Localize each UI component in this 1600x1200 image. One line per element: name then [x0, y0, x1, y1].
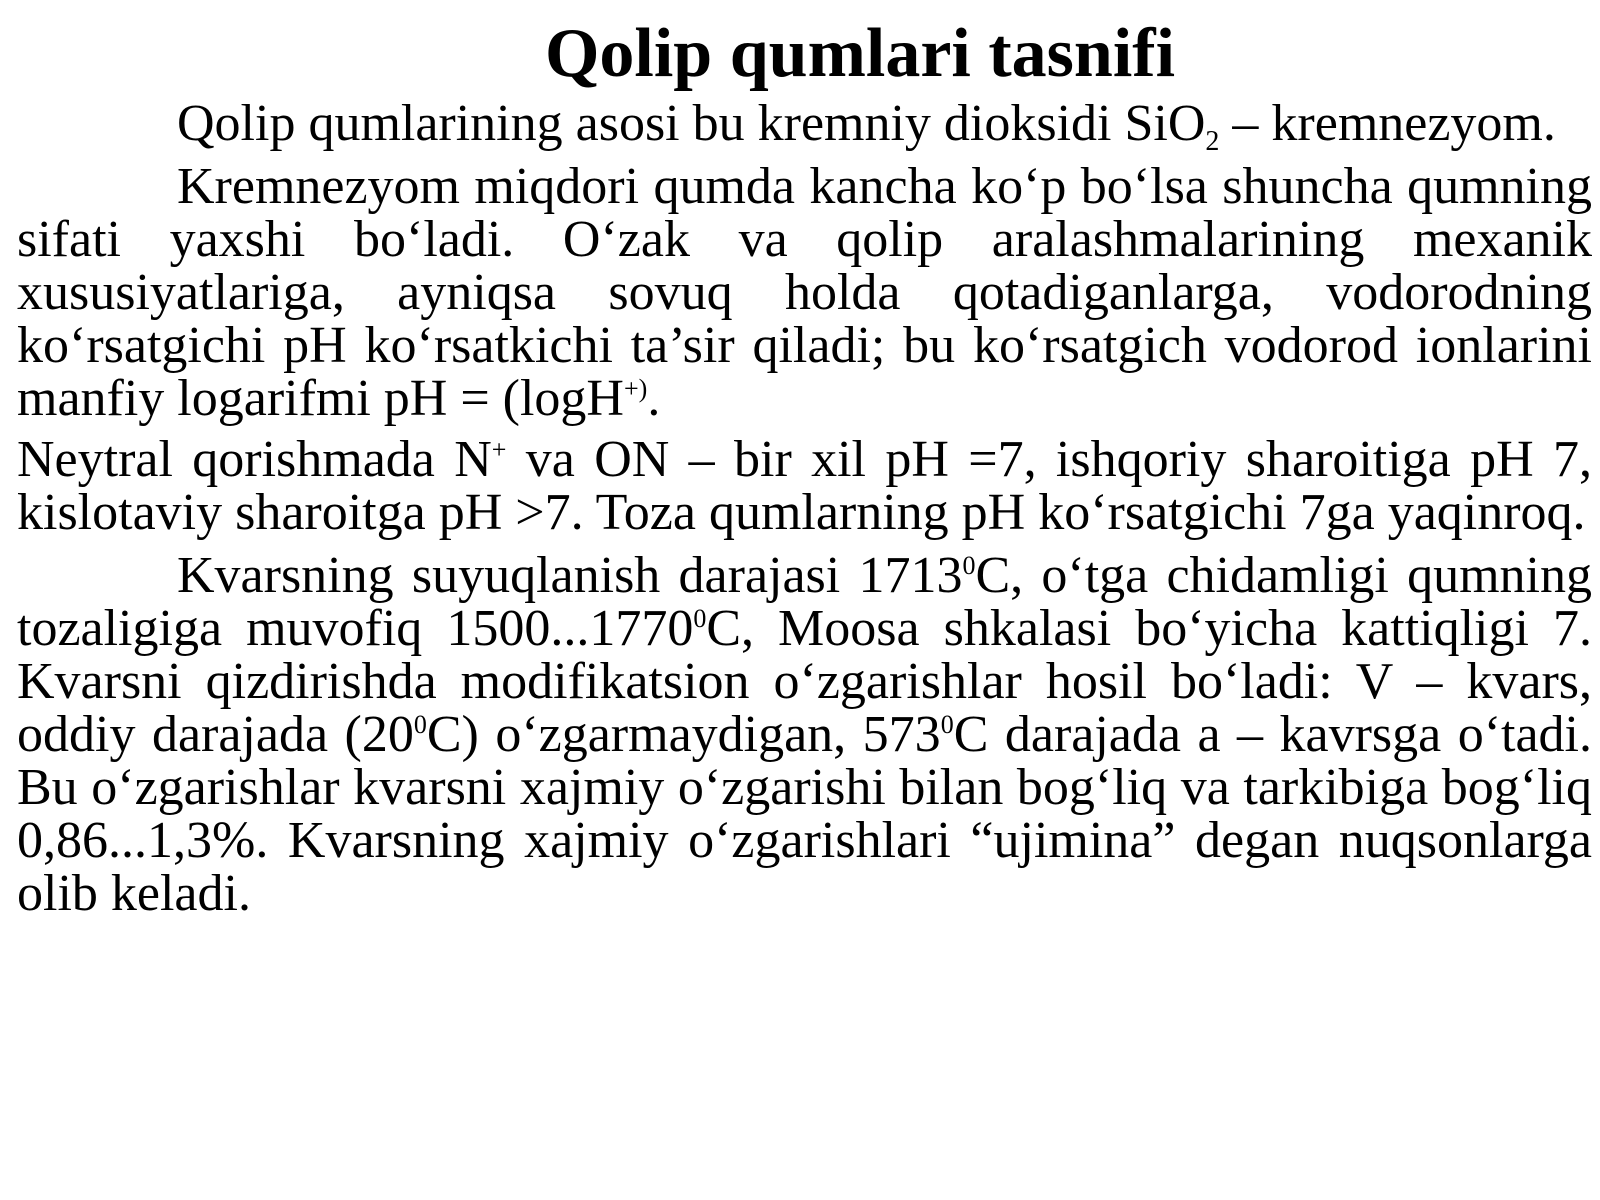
superscript-degree: 0 [693, 604, 707, 633]
paragraph-text: Neytral qorishmada N [17, 431, 492, 488]
paragraph-text: C, o‘tga chidamligi qumning tozaligiga muvofiq 1500...1770 [17, 547, 1592, 657]
superscript-degree: 0 [962, 551, 976, 580]
superscript-degree: 0 [940, 710, 954, 739]
superscript-plus: + [491, 435, 507, 464]
paragraph-text: C, Moosa shkalasi bo‘yicha kattiqligi 7. Kvarsni qizdirishda modifikatsion o‘zgarishlar hosil bo‘ladi: V – kvars, oddiy darajada (20 [17, 600, 1592, 763]
subscript-2: 2 [1205, 126, 1220, 157]
paragraph-text: – kremnezyom. [1219, 95, 1556, 152]
paragraph-text: Qolip qumlarining asosi bu kremniy dioksidi SiO [177, 95, 1206, 152]
paragraph-text: C) o‘zgarmaydigan, 573 [426, 706, 941, 763]
paragraph-silica [17, 95, 1592, 157]
paragraph-neutral [17, 433, 1592, 539]
slide-body [17, 97, 1592, 920]
paragraph-quartz [17, 549, 1592, 920]
paragraph-text: C darajada a – kavrsga o‘tadi. Bu o‘zgarishlar kvarsni xajmiy o‘zgarishi bilan bog‘liq va tarkibiga bog‘liq 0,86...1,3%. Kvarsning xajmiy o‘zgarishlari “ujimina” degan nuqsonlarga olib keladi. [17, 706, 1592, 922]
paragraph-text: Kremnezyom miqdori qumda kancha ko‘p bo‘lsa shuncha qumning sifati yaxshi bo‘ladi. O‘zak va qolip aralashmalarining mexanik xususiyatlariga, ayniqsa sovuq holda qotadiganlarga, vodorodning ko‘rsatgichi pH ko‘rsatkichi ta’sir qiladi; bu ko‘rsatgich vodorod ionlarini manfiy logarifmi pH = (logH [17, 158, 1592, 427]
paragraph-text: va ON – bir xil pH =7, ishqoriy sharoitiga pH 7, kislotaviy sharoitga pH >7. Toza qumlarning pH ko‘rsatgichi 7ga yaqinroq. [17, 431, 1592, 541]
paragraph-text: . [647, 370, 661, 427]
superscript-degree: 0 [413, 710, 427, 739]
paragraph-text: Kvarsning suyuqlanish darajasi 1713 [177, 547, 963, 604]
superscript-h-plus: +) [624, 374, 648, 403]
slide-title: Qolip qumlari tasnifi [544, 15, 1176, 92]
paragraph-ph [17, 160, 1592, 425]
